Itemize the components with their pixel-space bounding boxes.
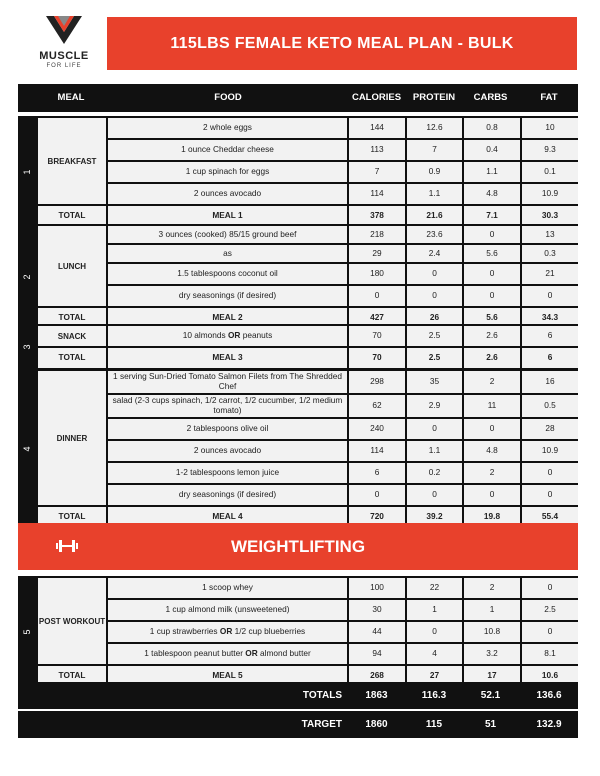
meal-section xyxy=(18,324,578,370)
total-label: TOTAL xyxy=(38,308,106,328)
carbs-cell: 2 xyxy=(464,371,520,393)
fat-cell: 0 xyxy=(522,578,578,598)
protein-cell: 4 xyxy=(407,644,462,664)
meal-number-column xyxy=(18,116,36,228)
carbs-cell: 0 xyxy=(464,226,520,243)
target-protein: 115 xyxy=(425,719,443,730)
calories-cell: 218 xyxy=(349,226,405,243)
logo-subtext: FOR LIFE xyxy=(46,63,82,69)
logo-emblem-icon xyxy=(28,14,100,50)
food-cell: 1 serving Sun-Dried Tomato Salmon Filets from The Shredded Chef xyxy=(108,371,347,393)
food-cell: 1 cup spinach for eggs xyxy=(108,162,347,182)
fat-cell: 13 xyxy=(522,226,578,243)
food-cell: 2 ounces avocado xyxy=(108,184,347,204)
fat-cell: 9.3 xyxy=(522,140,578,160)
protein-cell: 12.6 xyxy=(407,118,462,138)
protein-cell: 1.1 xyxy=(407,441,462,461)
target-carbs: 51 xyxy=(484,719,497,730)
protein-cell: 0.2 xyxy=(407,463,462,483)
total-meal-cell: MEAL 1 xyxy=(108,206,347,226)
meal-name: POST WORKOUT xyxy=(38,578,106,664)
col-fat: FAT xyxy=(540,92,558,103)
protein-cell: 0.9 xyxy=(407,162,462,182)
fat-cell: 0 xyxy=(522,622,578,642)
protein-cell: 0 xyxy=(407,286,462,306)
total-carbs-cell: 19.8 xyxy=(464,507,520,527)
food-text: almond butter xyxy=(257,648,311,659)
col-carbs: CARBS xyxy=(473,92,508,103)
fat-cell: 6 xyxy=(522,326,578,346)
calories-cell: 6 xyxy=(349,463,405,483)
total-fat-cell: 55.4 xyxy=(522,507,578,527)
protein-cell: 2.9 xyxy=(407,395,462,417)
meal-number-column xyxy=(18,224,36,330)
protein-cell: 0 xyxy=(407,485,462,505)
meal-number: 2 xyxy=(22,274,32,280)
calories-cell: 298 xyxy=(349,371,405,393)
total-calories-cell: 427 xyxy=(349,308,405,328)
totals-carbs: 52.1 xyxy=(480,690,501,701)
calories-cell: 113 xyxy=(349,140,405,160)
carbs-cell: 0.4 xyxy=(464,140,520,160)
carbs-cell: 11 xyxy=(464,395,520,417)
meal-number: 3 xyxy=(22,344,32,350)
calories-cell: 240 xyxy=(349,419,405,439)
fat-cell: 0.1 xyxy=(522,162,578,182)
total-protein-cell: 27 xyxy=(407,666,462,686)
totals-calories: 1863 xyxy=(365,690,388,701)
totals-protein: 116.3 xyxy=(421,690,447,701)
meal-number-column xyxy=(18,369,36,529)
meal-number: 4 xyxy=(22,446,32,452)
food-or-text: OR xyxy=(245,648,258,659)
total-calories-cell: 378 xyxy=(349,206,405,226)
col-protein: PROTEIN xyxy=(412,92,456,103)
protein-cell: 35 xyxy=(407,371,462,393)
carbs-cell: 2.6 xyxy=(464,326,520,346)
calories-cell: 7 xyxy=(349,162,405,182)
fat-cell: 10.9 xyxy=(522,441,578,461)
calories-cell: 144 xyxy=(349,118,405,138)
calories-cell: 100 xyxy=(349,578,405,598)
calories-cell: 30 xyxy=(349,600,405,620)
muscle-for-life-logo xyxy=(28,14,100,72)
total-calories-cell: 268 xyxy=(349,666,405,686)
carbs-cell: 4.8 xyxy=(464,184,520,204)
food-text: 1 cup strawberries xyxy=(149,626,220,637)
calories-cell: 94 xyxy=(349,644,405,664)
calories-cell: 44 xyxy=(349,622,405,642)
total-calories-cell: 70 xyxy=(349,348,405,368)
total-protein-cell: 21.6 xyxy=(407,206,462,226)
page-title: 115LBS FEMALE KETO MEAL PLAN - BULK xyxy=(107,17,577,70)
meal-number-column xyxy=(18,324,36,370)
target-calories: 1860 xyxy=(365,719,388,730)
food-text: 10 almonds xyxy=(182,330,228,341)
fat-cell: 2.5 xyxy=(522,600,578,620)
food-cell xyxy=(108,644,347,664)
fat-cell: 0 xyxy=(522,286,578,306)
carbs-cell: 0.8 xyxy=(464,118,520,138)
total-meal-cell: MEAL 3 xyxy=(108,348,347,368)
total-meal-cell: MEAL 5 xyxy=(108,666,347,686)
protein-cell: 22 xyxy=(407,578,462,598)
calories-cell: 29 xyxy=(349,245,405,262)
calories-cell: 62 xyxy=(349,395,405,417)
carbs-cell: 4.8 xyxy=(464,441,520,461)
weightlifting-title: WEIGHTLIFTING xyxy=(230,537,366,556)
meal-name: BREAKFAST xyxy=(38,118,106,204)
food-cell: 2 whole eggs xyxy=(108,118,347,138)
calories-cell: 0 xyxy=(349,286,405,306)
fat-cell: 0.3 xyxy=(522,245,578,262)
food-cell xyxy=(108,622,347,642)
food-cell: 1 ounce Cheddar cheese xyxy=(108,140,347,160)
food-cell: 1.5 tablespoons coconut oil xyxy=(108,264,347,284)
protein-cell: 0 xyxy=(407,264,462,284)
calories-cell: 114 xyxy=(349,184,405,204)
carbs-cell: 1.1 xyxy=(464,162,520,182)
protein-cell: 1.1 xyxy=(407,184,462,204)
calories-cell: 0 xyxy=(349,485,405,505)
calories-cell: 114 xyxy=(349,441,405,461)
meal-number: 1 xyxy=(22,169,32,175)
carbs-cell: 0 xyxy=(464,264,520,284)
fat-cell: 10 xyxy=(522,118,578,138)
carbs-cell: 0 xyxy=(464,485,520,505)
meal-name: LUNCH xyxy=(38,226,106,306)
food-cell: salad (2-3 cups spinach, 1/2 carrot, 1/2 cucumber, 1/2 medium tomato) xyxy=(108,395,347,417)
meal-number-column xyxy=(18,576,36,688)
carbs-cell: 0 xyxy=(464,419,520,439)
col-food: FOOD xyxy=(214,92,242,103)
fat-cell: 21 xyxy=(522,264,578,284)
food-cell: dry seasonings (if desired) xyxy=(108,485,347,505)
food-cell: 1 cup almond milk (unsweetened) xyxy=(108,600,347,620)
food-text: peanuts xyxy=(240,330,273,341)
protein-cell: 0 xyxy=(407,622,462,642)
total-carbs-cell: 7.1 xyxy=(464,206,520,226)
protein-cell: 0 xyxy=(407,419,462,439)
meal-name: SNACK xyxy=(38,326,106,346)
carbs-cell: 3.2 xyxy=(464,644,520,664)
total-carbs-cell: 17 xyxy=(464,666,520,686)
fat-cell: 0 xyxy=(522,463,578,483)
total-protein-cell: 39.2 xyxy=(407,507,462,527)
total-label: TOTAL xyxy=(38,348,106,368)
food-or-text: OR xyxy=(227,330,241,341)
total-carbs-cell: 5.6 xyxy=(464,308,520,328)
target-fat: 132.9 xyxy=(536,719,562,730)
totals-label: TOTALS xyxy=(302,690,342,701)
fat-cell: 10.9 xyxy=(522,184,578,204)
meal-section xyxy=(18,224,578,330)
target-label: TARGET xyxy=(301,719,342,730)
total-carbs-cell: 2.6 xyxy=(464,348,520,368)
protein-cell: 1 xyxy=(407,600,462,620)
protein-cell: 7 xyxy=(407,140,462,160)
total-protein-cell: 2.5 xyxy=(407,348,462,368)
food-cell: 1-2 tablespoons lemon juice xyxy=(108,463,347,483)
total-fat-cell: 6 xyxy=(522,348,578,368)
total-calories-cell: 720 xyxy=(349,507,405,527)
food-text: 1 tablespoon peanut butter xyxy=(144,648,246,659)
protein-cell: 2.5 xyxy=(407,326,462,346)
total-protein-cell: 26 xyxy=(407,308,462,328)
total-meal-cell: MEAL 2 xyxy=(108,308,347,328)
meal-section xyxy=(18,576,578,688)
food-cell xyxy=(108,326,347,346)
protein-cell: 2.4 xyxy=(407,245,462,262)
total-fat-cell: 30.3 xyxy=(522,206,578,226)
carbs-cell: 2 xyxy=(464,463,520,483)
page-header xyxy=(0,0,600,80)
fat-cell: 8.1 xyxy=(522,644,578,664)
target-row xyxy=(18,711,578,738)
meal-section xyxy=(18,369,578,529)
col-calories: CALORIES xyxy=(351,92,402,103)
table-header xyxy=(18,84,578,112)
protein-cell: 23.6 xyxy=(407,226,462,243)
fat-cell: 16 xyxy=(522,371,578,393)
food-cell: 2 tablespoons olive oil xyxy=(108,419,347,439)
weightlifting-banner xyxy=(18,523,578,570)
carbs-cell: 0 xyxy=(464,286,520,306)
meal-name: DINNER xyxy=(38,371,106,505)
food-cell: 2 ounces avocado xyxy=(108,441,347,461)
food-cell: 1 scoop whey xyxy=(108,578,347,598)
totals-row xyxy=(18,682,578,709)
food-cell: 3 ounces (cooked) 85/15 ground beef xyxy=(108,226,347,243)
carbs-cell: 1 xyxy=(464,600,520,620)
fat-cell: 0 xyxy=(522,485,578,505)
carbs-cell: 5.6 xyxy=(464,245,520,262)
fat-cell: 0.5 xyxy=(522,395,578,417)
total-label: TOTAL xyxy=(38,206,106,226)
calories-cell: 180 xyxy=(349,264,405,284)
total-label: TOTAL xyxy=(38,666,106,686)
logo-text: MUSCLE xyxy=(39,50,89,62)
fat-cell: 28 xyxy=(522,419,578,439)
totals-fat: 136.6 xyxy=(536,690,562,701)
total-label: TOTAL xyxy=(38,507,106,527)
carbs-cell: 2 xyxy=(464,578,520,598)
food-text: 1/2 cup blueberries xyxy=(232,626,306,637)
meal-number: 5 xyxy=(22,629,32,635)
total-meal-cell: MEAL 4 xyxy=(108,507,347,527)
total-fat-cell: 10.6 xyxy=(522,666,578,686)
total-fat-cell: 34.3 xyxy=(522,308,578,328)
food-cell: dry seasonings (if desired) xyxy=(108,286,347,306)
meal-section xyxy=(18,116,578,228)
col-meal: MEAL xyxy=(57,92,85,103)
food-or-text: OR xyxy=(219,626,233,637)
calories-cell: 70 xyxy=(349,326,405,346)
carbs-cell: 10.8 xyxy=(464,622,520,642)
food-cell: as xyxy=(108,245,347,262)
